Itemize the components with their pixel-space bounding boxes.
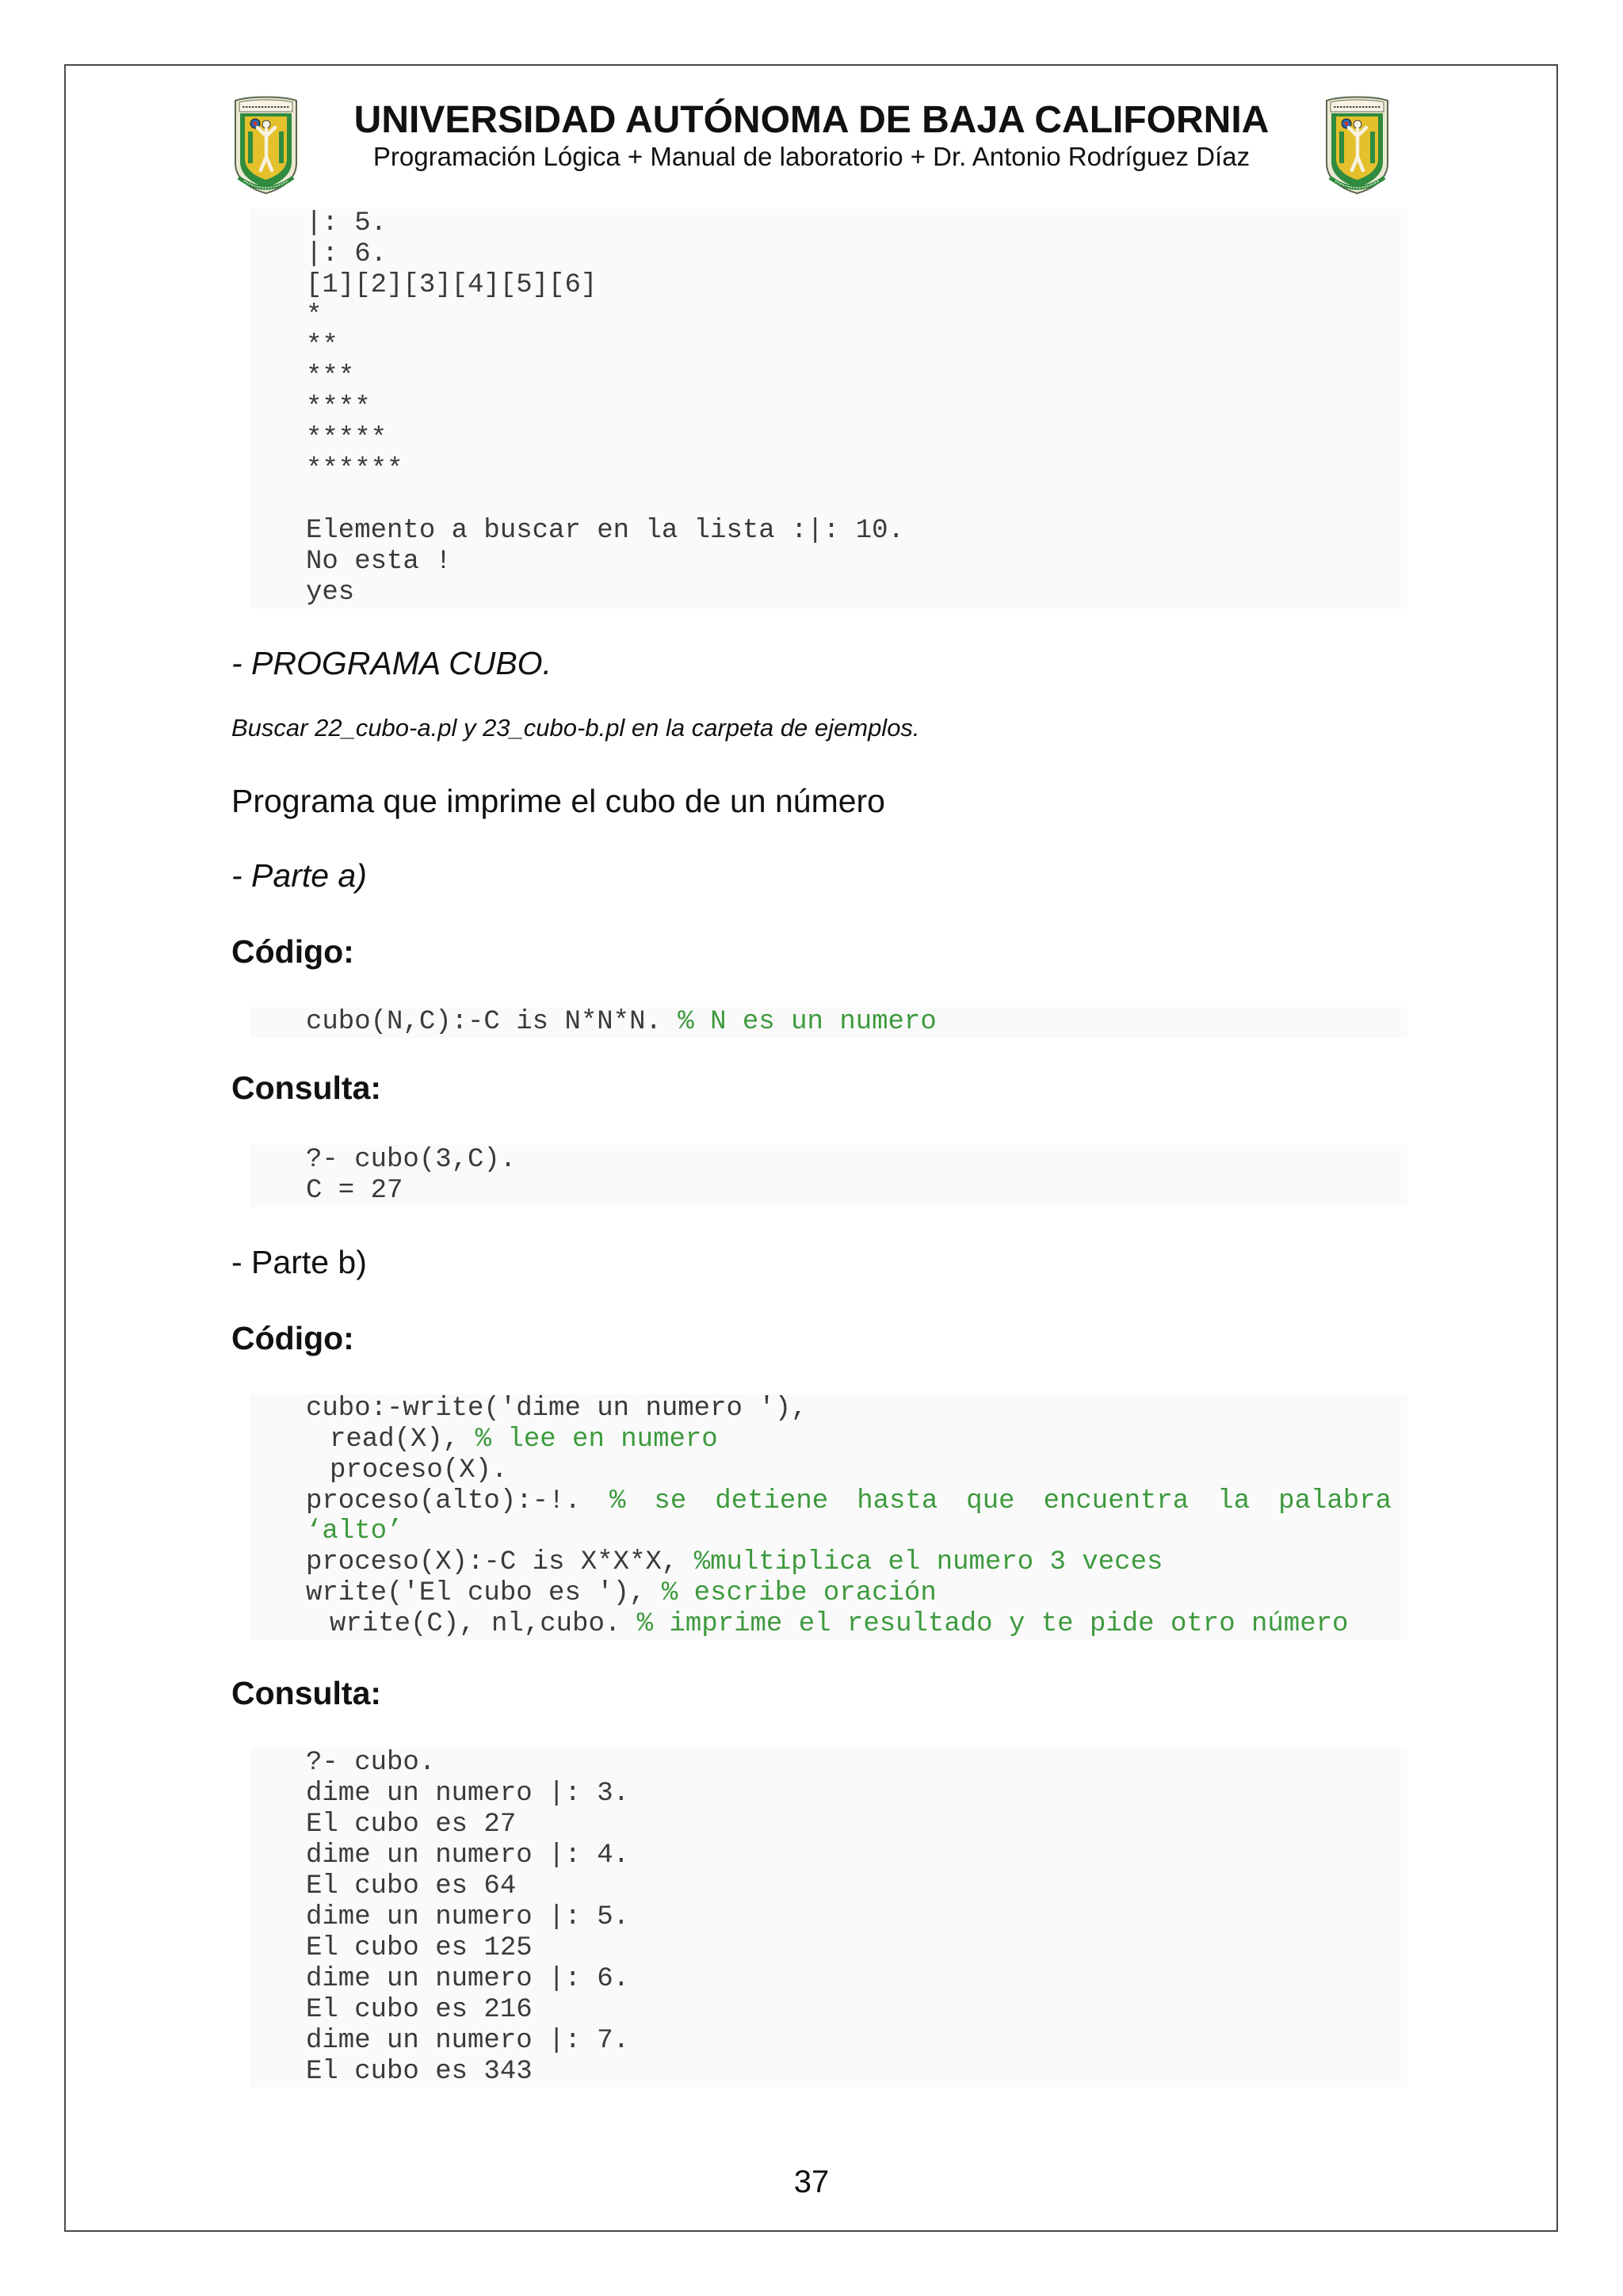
output-line: ***** <box>306 423 388 454</box>
code-comment: % N es un numero <box>678 1007 937 1037</box>
previous-program-output <box>250 208 1407 608</box>
code-text: proceso(X):-C is X*X*X, <box>306 1547 694 1578</box>
part-b-code-label: Código: <box>231 1320 354 1356</box>
query-line: El cubo es 64 <box>306 1871 517 1901</box>
part-b-query-label: Consulta: <box>231 1675 382 1711</box>
blank-line <box>306 486 1407 517</box>
part-a-heading: - Parte a) <box>231 857 367 894</box>
part-a-code-block <box>250 1007 1407 1038</box>
query-line: dime un numero |: 3. <box>306 1779 630 1809</box>
code-line <box>306 1547 1407 1578</box>
code-line <box>306 1516 1407 1547</box>
part-b-query-block <box>250 1748 1407 2088</box>
page-subtitle: Programación Lógica + Manual de laboratorio + Dr. Antonio Rodríguez Díaz <box>372 142 1251 171</box>
part-a-query-block <box>250 1145 1407 1207</box>
code-comment: % lee en numero <box>475 1424 718 1455</box>
code-line <box>306 1455 1407 1486</box>
query-line: dime un numero |: 5. <box>306 1902 630 1932</box>
output-line: ****** <box>306 454 403 485</box>
output-line: |: 5. <box>306 208 388 238</box>
code-line <box>306 1007 1407 1038</box>
code-comment: % imprime el resultado y te pide otro número <box>636 1608 1349 1639</box>
code-line <box>306 1425 1407 1455</box>
part-a-code-label: Código: <box>231 933 354 970</box>
query-line: El cubo es 125 <box>306 1933 533 1963</box>
code-text: write('El cubo es '), <box>306 1578 662 1609</box>
query-line: El cubo es 216 <box>306 1995 533 2025</box>
output-line: ** <box>306 331 338 362</box>
query-line: dime un numero |: 6. <box>306 1964 630 1994</box>
part-b-code-block <box>250 1394 1407 1640</box>
output-line: * <box>306 300 323 331</box>
query-line: ?- cubo(3,C). <box>306 1145 517 1175</box>
code-text: write(C), nl,cubo. <box>330 1608 637 1639</box>
query-line: El cubo es 27 <box>306 1810 517 1840</box>
output-line: Elemento a buscar en la lista :|: 10. <box>306 516 904 547</box>
code-text: cubo:-write('dime un numero '), <box>306 1394 808 1424</box>
part-a-query-label: Consulta: <box>231 1070 382 1106</box>
part-b-heading: - Parte b) <box>231 1244 367 1280</box>
query-line: C = 27 <box>306 1176 403 1206</box>
program-description: Programa que imprime el cubo de un número <box>231 783 885 819</box>
code-comment: %multiplica el numero 3 veces <box>693 1547 1163 1578</box>
examples-note: Buscar 22_cubo-a.pl y 23_cubo-b.pl en la carpeta de ejemplos. <box>231 714 920 742</box>
code-text: proceso(X). <box>330 1455 508 1486</box>
output-line: yes <box>306 578 355 608</box>
query-line: ?- cubo. <box>306 1748 436 1778</box>
code-text: cubo(N,C):-C is N*N*N. <box>306 1007 678 1037</box>
code-comment: % escribe oración <box>661 1578 937 1609</box>
code-line <box>306 1609 1407 1640</box>
code-comment: % se detiene hasta que encuentra la palabra <box>609 1486 1392 1516</box>
code-line <box>306 1578 1407 1609</box>
output-line: *** <box>306 362 355 393</box>
section-heading: - PROGRAMA CUBO. <box>231 645 552 681</box>
query-line: dime un numero |: 4. <box>306 1840 630 1871</box>
output-line: |: 6. <box>306 238 388 269</box>
code-line <box>306 1394 1407 1425</box>
page-title: UNIVERSIDAD AUTÓNOMA DE BAJA CALIFORNIA <box>353 99 1270 141</box>
code-comment: ‘alto’ <box>306 1516 403 1547</box>
output-line: **** <box>306 393 371 424</box>
code-text: proceso(alto):-!. <box>306 1486 581 1516</box>
output-line: [1][2][3][4][5][6] <box>306 269 598 300</box>
page-number: 37 <box>793 2164 830 2199</box>
output-line: No esta ! <box>306 547 452 578</box>
query-line: El cubo es 343 <box>306 2057 533 2087</box>
code-text: read(X), <box>330 1424 475 1455</box>
code-line <box>306 1486 1392 1517</box>
query-line: dime un numero |: 7. <box>306 2026 630 2056</box>
